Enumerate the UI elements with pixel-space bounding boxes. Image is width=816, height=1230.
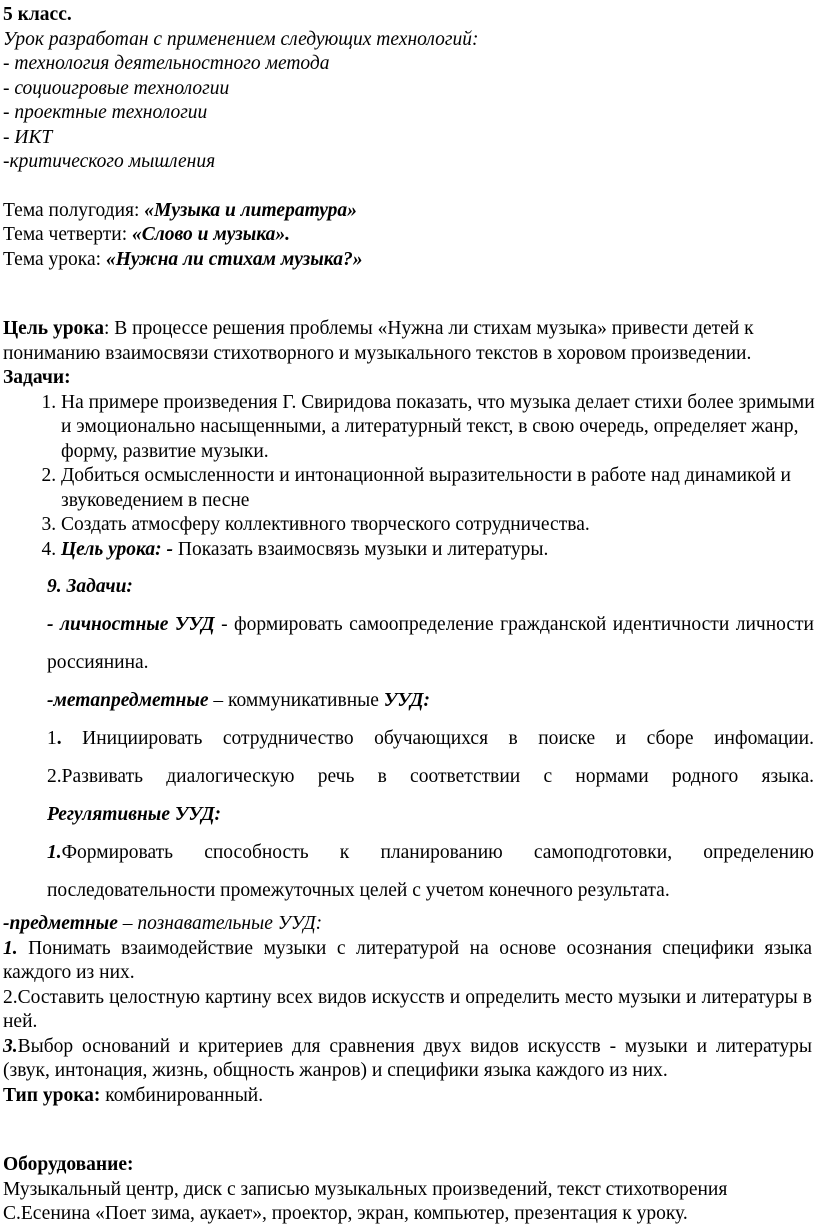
subject-item xyxy=(3,1035,812,1084)
lesson-type-value: комбинированный. xyxy=(100,1084,264,1106)
lesson-type xyxy=(3,1084,816,1109)
equipment-text: Музыкальный центр, диск с записью музыкальных произведений, текст стихотворения С.Есенина «Поет зима, аукает», проектор, экран, компьютер, презентация к уроку. xyxy=(3,1178,728,1224)
theme-half-year-label: Тема полугодия: xyxy=(3,199,145,221)
theme-half-year-value: «Музыка и литература» xyxy=(144,199,357,221)
uud-meta-item: 2.Развивать диалогическую речь в соответствии с нормами родного языка. xyxy=(47,766,814,787)
uud-meta-item-number: 1 xyxy=(47,728,57,749)
lesson-goal xyxy=(3,317,816,366)
spacer xyxy=(3,1108,816,1153)
theme-lesson xyxy=(3,248,816,273)
uud-personal xyxy=(47,606,814,682)
subject-rest: – познавательные УУД: xyxy=(117,913,323,934)
lesson-type-label: Тип урока: xyxy=(3,1084,101,1106)
uud-section xyxy=(3,568,816,910)
uud-meta-label: -метапредметные xyxy=(47,690,209,711)
task-goal-text: Показать взаимосвязь музыки и литературы. xyxy=(177,538,549,560)
spacer xyxy=(3,175,816,199)
equipment-label: Оборудование: xyxy=(3,1154,134,1175)
task-item: 3. Создать атмосферу коллективного творческого сотрудничества. xyxy=(61,513,816,538)
technology-item: - ИКТ xyxy=(3,126,53,148)
uud-meta xyxy=(47,682,814,720)
tasks-label: Задачи: xyxy=(3,367,71,388)
task-item: 1. На примере произведения Г. Свиридова показать, что музыка делает стихи более зримыми и эмоционально насыщенными, а литературный текст, в свою очередь, определяет жанр, форму, развитие музыки. xyxy=(61,391,816,465)
theme-quarter-value: «Слово и музыка». xyxy=(132,224,291,245)
task-item xyxy=(61,538,816,563)
theme-quarter xyxy=(3,223,816,248)
uud-meta-item xyxy=(47,720,814,758)
subject-item-text: Выбор оснований и критериев для сравнения двух видов искусств - музыки и литературы (звук, интонация, жизнь, общность жанров) и специфики языка каждого из них. xyxy=(3,1035,812,1081)
technology-item: -критического мышления xyxy=(3,151,216,172)
uud-regulative-label: Регулятивные УУД: xyxy=(47,804,222,825)
uud-meta-uud: УУД: xyxy=(383,690,430,711)
uud-regulative-number: 1. xyxy=(47,842,62,863)
subject-item-text: Понимать взаимодействие музыки с литературой на основе осознания специфики языка каждого из них. xyxy=(3,937,812,983)
technology-item: - проектные технологии xyxy=(3,102,208,123)
uud-heading: 9. Задачи: xyxy=(47,576,133,597)
uud-meta-item-dot: . xyxy=(56,728,62,749)
theme-lesson-value: «Нужна ли стихам музыка?» xyxy=(105,248,363,270)
theme-lesson-label: Тема урока: xyxy=(3,248,106,270)
uud-meta-item-text: Инициировать сотрудничество обучающихся в поиске и сборе инфомации. xyxy=(61,728,814,749)
subject-item xyxy=(3,937,812,986)
uud-regulative-text: Формировать способность к планированию самоподготовки, определению последовательности промежуточных целей с учетом конечного результата. xyxy=(47,842,814,901)
spacer xyxy=(3,272,816,317)
technology-item: - технология деятельностного метода xyxy=(3,53,330,74)
uud-meta-dash: – коммуникативные xyxy=(208,690,384,711)
subject-heading xyxy=(3,912,812,937)
subject-section xyxy=(3,912,816,1084)
subject-item-number: 3. xyxy=(3,1035,18,1057)
theme-half-year xyxy=(3,199,816,224)
technologies-intro: Урок разработан с применением следующих технологий: xyxy=(3,28,479,50)
subject-label: -предметные xyxy=(3,913,118,934)
lesson-goal-label: Цель урока xyxy=(3,318,104,339)
uud-personal-text: - формировать самоопределение гражданской идентичности личности россиянина. xyxy=(47,614,814,673)
uud-regulative-item xyxy=(47,834,814,910)
task-goal-label: Цель урока: - xyxy=(61,538,178,560)
subject-item-number: 1. xyxy=(3,937,18,959)
uud-personal-label: - личностные УУД xyxy=(47,614,215,635)
theme-quarter-label: Тема четверти: xyxy=(3,224,133,245)
subject-item: 2.Составить целостную картину всех видов искусств и определить место музыки и литературы в ней. xyxy=(3,986,812,1032)
technology-item: - социоигровые технологии xyxy=(3,77,230,99)
grade-heading: 5 класс. xyxy=(3,4,72,25)
task-item: 2. Добиться осмысленности и интонационной выразительности в работе над динамикой и звуковедением в песне xyxy=(61,464,816,513)
lesson-goal-text: : В процессе решения проблемы «Нужна ли стихам музыка» привести детей к пониманию взаимосвязи стихотворного и музыкального текстов в хоровом произведении. xyxy=(3,318,754,364)
tasks-list xyxy=(3,391,816,563)
